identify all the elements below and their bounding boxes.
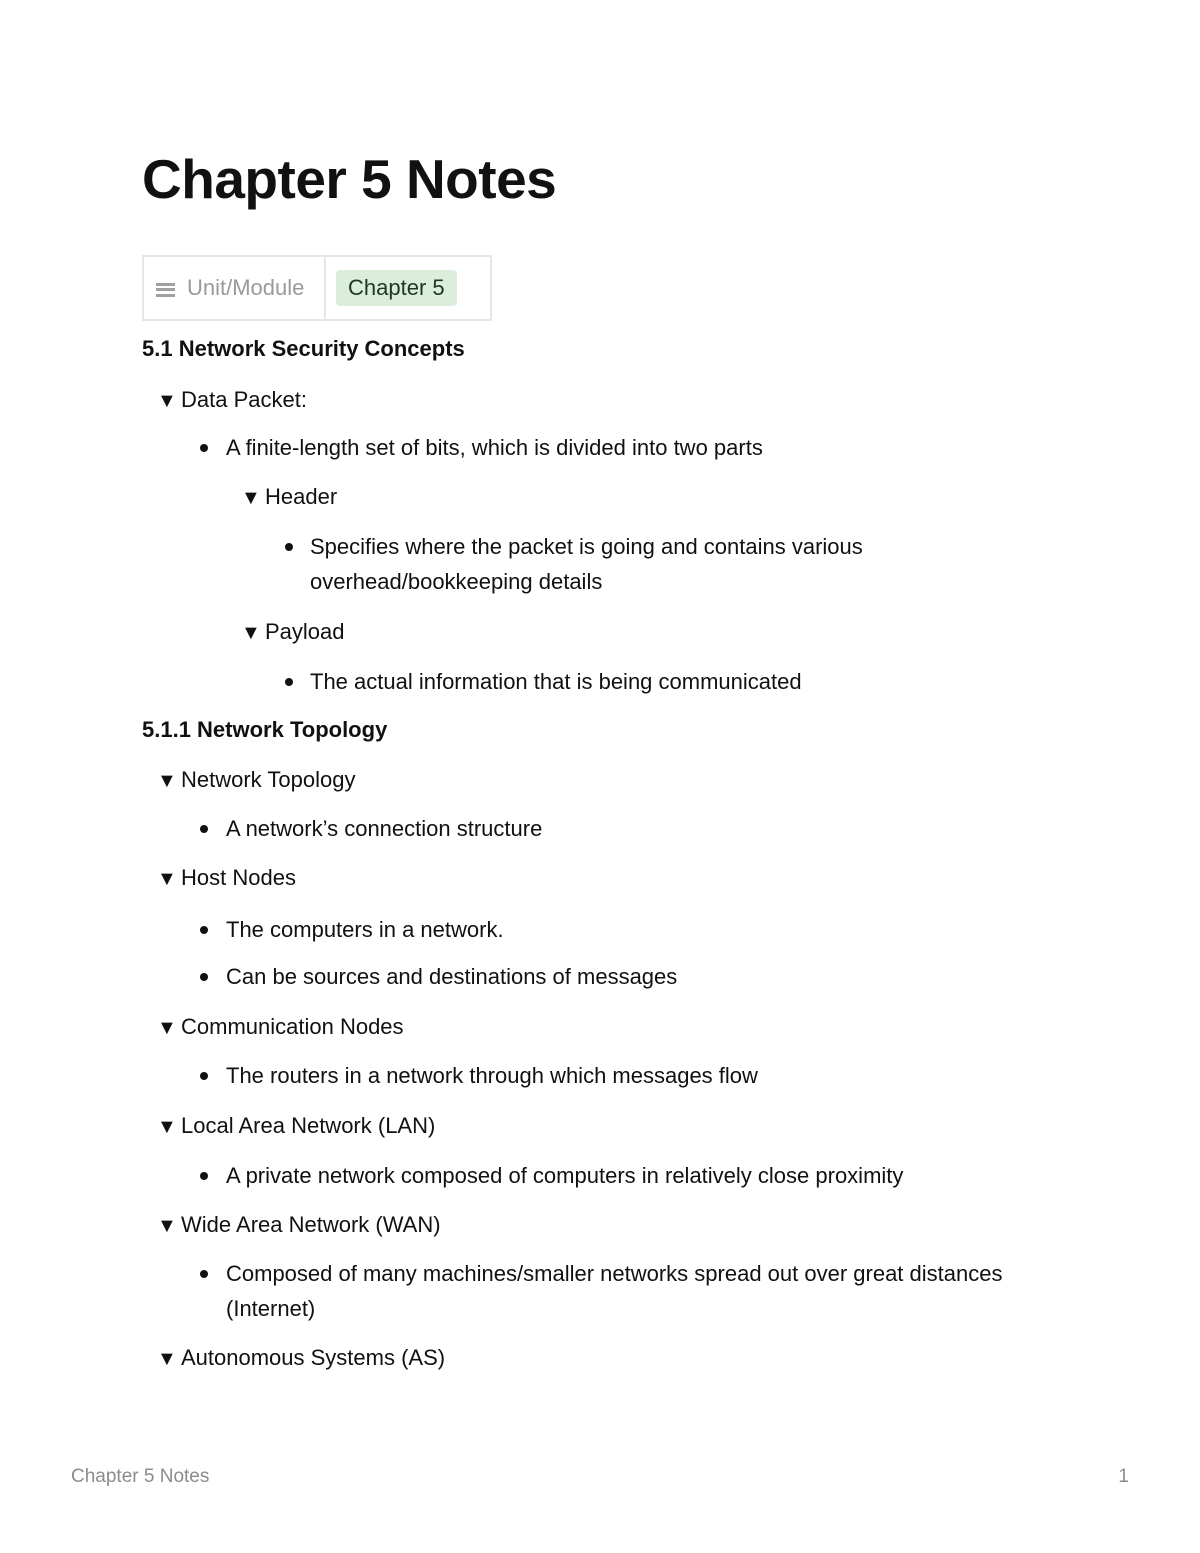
toggle-label: Host Nodes [181,865,296,890]
toggle-triangle-icon[interactable]: ▼ [157,1116,177,1138]
list-item: A private network composed of computers in relatively close proximity [226,1163,904,1188]
list-item: Can be sources and destinations of messages [226,964,678,989]
bullet-dot [200,1072,208,1080]
toggle-payload[interactable] [241,615,345,650]
bullet-dot [200,825,208,833]
bullet-dot [200,926,208,934]
toggle-lan[interactable] [157,1109,435,1144]
property-value-cell[interactable] [326,257,490,319]
toggle-host-nodes[interactable] [157,861,296,896]
toggle-label: Wide Area Network (WAN) [181,1212,441,1237]
toggle-label: Data Packet: [181,387,307,412]
toggle-triangle-icon[interactable]: ▼ [157,1348,177,1370]
property-row [142,255,492,321]
list-item-continuation: overhead/bookkeeping details [310,569,603,594]
toggle-autonomous-systems[interactable] [157,1341,445,1376]
list-item: Composed of many machines/smaller networks spread out over great distances [226,1261,1003,1286]
toggle-communication-nodes[interactable] [157,1010,404,1045]
bullet-dot [200,1270,208,1278]
section-heading: 5.1.1 Network Topology [142,717,388,742]
section-heading: 5.1 Network Security Concepts [142,336,465,361]
list-item: The computers in a network. [226,917,504,942]
toggle-triangle-icon[interactable]: ▼ [157,868,177,890]
list-item: A finite-length set of bits, which is divided into two parts [226,435,763,460]
list-item: A network’s connection structure [226,816,543,841]
list-item: The routers in a network through which messages flow [226,1063,758,1088]
toggle-label: Communication Nodes [181,1014,404,1039]
property-name-cell[interactable] [144,257,326,319]
toggle-data-packet[interactable] [157,383,307,418]
toggle-triangle-icon[interactable]: ▼ [241,622,261,644]
page-number: 1 [1118,1466,1129,1487]
toggle-header[interactable] [241,480,337,515]
list-item: Specifies where the packet is going and contains various [310,534,863,559]
list-item-continuation: (Internet) [226,1296,316,1321]
property-name: Unit/Module [187,275,305,300]
toggle-triangle-icon[interactable]: ▼ [157,1017,177,1039]
bullet-dot [200,444,208,452]
list-icon [156,283,175,297]
page-title: Chapter 5 Notes [142,148,557,210]
bullet-dot [285,678,293,686]
bullet-dot [200,973,208,981]
toggle-triangle-icon[interactable]: ▼ [157,390,177,412]
toggle-label: Local Area Network (LAN) [181,1113,436,1138]
chapter-tag[interactable]: Chapter 5 [336,270,457,306]
bullet-dot [285,543,293,551]
toggle-triangle-icon[interactable]: ▼ [241,487,261,509]
toggle-label: Payload [265,619,345,644]
toggle-label: Autonomous Systems (AS) [181,1345,446,1370]
toggle-label: Header [265,484,338,509]
toggle-network-topology[interactable] [157,763,355,798]
toggle-triangle-icon[interactable]: ▼ [157,1215,177,1237]
footer-title: Chapter 5 Notes [71,1466,210,1487]
list-item: The actual information that is being communicated [310,669,802,694]
toggle-triangle-icon[interactable]: ▼ [157,770,177,792]
bullet-dot [200,1172,208,1180]
toggle-wan[interactable] [157,1208,441,1243]
toggle-label: Network Topology [181,767,356,792]
